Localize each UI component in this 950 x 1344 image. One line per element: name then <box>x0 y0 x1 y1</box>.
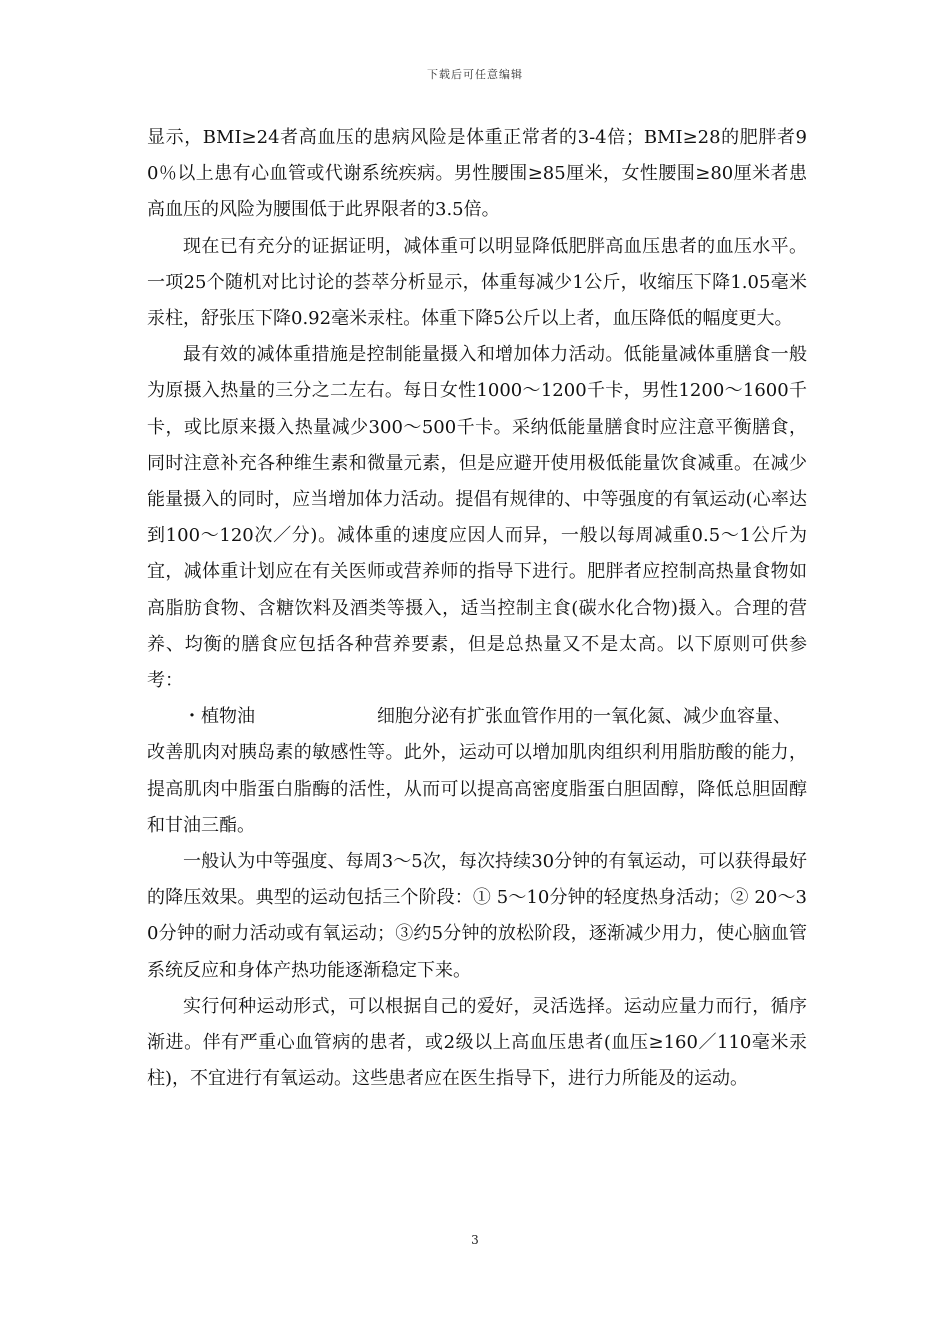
bullet-label: ・植物油 <box>183 706 255 728</box>
bullet-text: 细胞分泌有扩张血管作用的一氧化氮、减少血容量、 <box>377 706 791 728</box>
bullet-line <box>147 699 807 735</box>
paragraph-4-continuation: 改善肌肉对胰岛素的敏感性等。此外，运动可以增加肌肉组织利用脂肪酸的能力，提高肌肉中脂蛋白脂酶的活性，从而可以提高高密度脂蛋白胆固醇，降低总胆固醇和甘油三酯。 <box>147 742 807 836</box>
page-number: 3 <box>471 1233 479 1247</box>
paragraph-6: 实行何种运动形式，可以根据自己的爱好，灵活选择。运动应量力而行，循序渐进。伴有严重心血管病的患者，或2级以上高血压患者(血压≥160／110毫米汞柱)，不宜进行有氧运动。这些患者应在医生指导下，进行力所能及的运动。 <box>147 995 807 1090</box>
paragraph-3: 最有效的减体重措施是控制能量摄入和增加体力活动。低能量减体重膳食一般为原摄入热量的三分之二左右。每日女性1000～1200千卡，男性1200～1600千卡，或比原来摄入热量减少300～500千卡。采纳低能量膳食时应注意平衡膳食，同时注意补充各种维生素和微量元素，但是应避开使用极低能量饮食减重。在减少能量摄入的同时，应当增加体力活动。提倡有规律的、中等强度的有氧运动(心率达到100～120次／分)。减体重的速度应因人而异，一般以每周减重0.5～1公斤为宜，减体重计划应在有关医师或营养师的指导下进行。肥胖者应控制高热量食物如高脂肪食物、含糖饮料及酒类等摄入，适当控制主食(碳水化合物)摄入。合理的营养、均衡的膳食应包括各种营养要素，但是总热量又不是太高。以下原则可供参考： <box>147 344 807 692</box>
paragraph-1: 显示，BMI≥24者高血压的患病风险是体重正常者的3-4倍；BMI≥28的肥胖者90％以上患有心血管或代谢系统疾病。男性腰围≥85厘米，女性腰围≥80厘米者患高血压的风险为腰围低于此界限者的3.5倍。 <box>147 127 807 221</box>
paragraph-2: 现在已有充分的证据证明，减体重可以明显降低肥胖高血压患者的血压水平。一项25个随机对比讨论的荟萃分析显示，体重每减少1公斤，收缩压下降1.05毫米汞柱，舒张压下降0.92毫米汞柱。体重下降5公斤以上者，血压降低的幅度更大。 <box>147 235 807 330</box>
bullet-paragraph <box>147 699 807 735</box>
body-text <box>147 120 807 1097</box>
page-header: 下载后可任意编辑 <box>427 68 523 81</box>
paragraph-5: 一般认为中等强度、每周3～5次，每次持续30分钟的有氧运动，可以获得最好的降压效果。典型的运动包括三个阶段：① 5～10分钟的轻度热身活动；② 20～30分钟的耐力活动或有氧运动；③约5分钟的放松阶段，逐渐减少用力，使心脑血管系统反应和身体产热功能逐渐稳定下来。 <box>147 851 807 981</box>
